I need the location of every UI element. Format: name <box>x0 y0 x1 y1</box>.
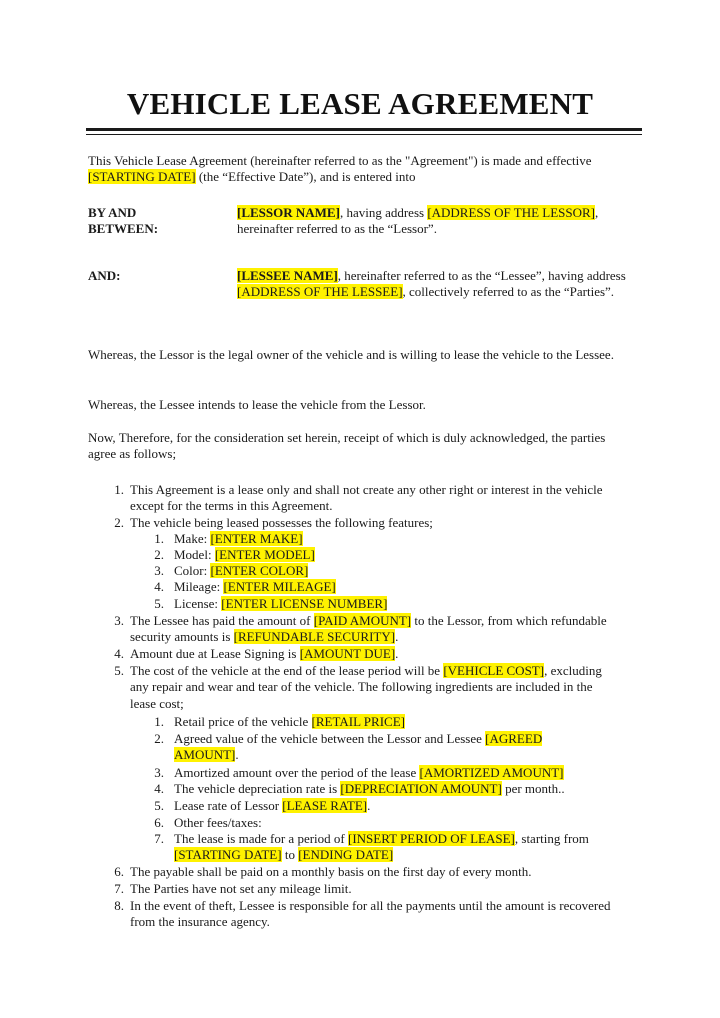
retail-price-placeholder: [RETAIL PRICE] <box>311 714 405 729</box>
clause-text: In the event of theft, Lessee is responsible for all the payments until the amount is recovered from the insurance agency. <box>130 898 611 930</box>
clause-number: 6. <box>114 864 124 879</box>
intro-text-end: (the “Effective Date”), and is entered into <box>195 169 416 185</box>
vehicle-cost-placeholder: [VEHICLE COST] <box>443 663 545 678</box>
agreed-amount-placeholder: [AGREED AMOUNT] <box>174 731 543 763</box>
lease-rate-placeholder: [LEASE RATE] <box>282 798 368 813</box>
whereas-paragraph-2: Whereas, the Lessee intends to lease the vehicle from the Lessor. <box>88 397 426 412</box>
starting-date-placeholder: [STARTING DATE] <box>88 169 196 185</box>
start-date-placeholder: [STARTING DATE] <box>174 847 282 863</box>
lessor-name-placeholder: [LESSOR NAME] <box>237 205 340 220</box>
clause-text: Amount due at Lease Signing is [AMOUNT DUE]. <box>130 646 399 661</box>
intro-paragraph <box>88 153 633 186</box>
clause-number: 8. <box>114 898 124 913</box>
model-placeholder: [ENTER MODEL] <box>214 547 315 562</box>
clause-text: The vehicle being leased possesses the following features; <box>130 515 433 530</box>
clause-number: 3. <box>114 613 124 628</box>
lessor-text: , having address <box>339 205 428 220</box>
paid-amount-placeholder: [PAID AMOUNT] <box>313 613 412 628</box>
refundable-security-placeholder: [REFUNDABLE SECURITY] <box>233 629 396 645</box>
intro-text: This Vehicle Lease Agreement (hereinafter referred to as the "Agreement") is made and effective <box>88 153 592 168</box>
lessee-text-end: , collectively referred to as the “Parties”. <box>402 284 615 300</box>
clause-number: 7. <box>114 881 124 896</box>
clause-text: The payable shall be paid on a monthly basis on the first day of every month. <box>130 864 532 879</box>
make-placeholder: [ENTER MAKE] <box>210 531 303 546</box>
amount-due-placeholder: [AMOUNT DUE] <box>299 646 396 661</box>
license-placeholder: [ENTER LICENSE NUMBER] <box>221 596 388 611</box>
mileage-placeholder: [ENTER MILEAGE] <box>223 579 336 594</box>
clause-text: The cost of the vehicle at the end of the lease period will be [VEHICLE COST], excluding any repair and wear and tear of the vehicle. The following ingredients are included in the lease cost; <box>130 663 602 711</box>
clause-number: 4. <box>114 646 124 661</box>
color-placeholder: [ENTER COLOR] <box>210 563 309 578</box>
lessee-paragraph <box>237 268 632 301</box>
now-therefore-paragraph: Now, Therefore, for the consideration set herein, receipt of which is duly acknowledged, the parties agree as follows; <box>88 430 606 462</box>
lessor-text-end: , hereinafter referred to as the “Lessor”. <box>237 205 599 237</box>
clause-number: 5. <box>114 663 124 678</box>
clause-text: The Lessee has paid the amount of [PAID AMOUNT] to the Lessor, from which refundable security amounts is [REFUNDABLE SECURITY]. <box>130 613 607 645</box>
between-label: BETWEEN: <box>88 221 159 236</box>
document-page: VEHICLE LEASE AGREEMENT This Vehicle Lease Agreement (hereinafter referred to as the "Agreement") is made and effective [STARTING DATE] (the “Effective Date”), and is entered into BY AND BETWEEN: [LESSOR NAME], having address [ADDRESS OF THE LESSOR], hereinafter referred to as the “Lessor”. AND: [LESSEE NAME], hereinafter referred to as the “Lessee”, having address [ADDRESS OF THE LESSEE], collectively referred to as the “Parties”. Whereas, the Lessor is the legal owner of the vehicle and is willing to lease the vehicle to the Lessee. Whereas, the Lessee intends to lease the vehicle from the Lessor. Now, Therefore, for the consideration set herein, receipt of which is duly acknowledged, the parties agree as follows; 1. This Agreement is a lease only and shall not create any other right or interest in the vehicle except for the terms in this Agreement. 2. The vehicle being leased possesses the following features; 1. Make: [ENTER MAKE] 2. Model: [ENTER MODEL] 3. Color: [ENTER COLOR] 4. Mileage: [ENTER MILEAGE] 5. License: [ENTER LICENSE NUMBER] 3. The Lessee has paid the amount of [PAID AMOUNT] to the Lessor, from which refundable security amounts is [REFUNDABLE SECURITY]. 4. Amount due at Lease Signing is [AMOUNT DUE]. 5. The cost of the vehicle at the end of the lease period will be [VEHICLE COST], excluding any repair and wear and tear of the vehicle. The following ingredients are included in the lease cost; 1. Retail price of the vehicle [RETAIL PRICE] 2. Agreed value of the vehicle between the Lessor and Lessee [AGREED AMOUNT]. 3. Amortized amount over the period of the lease [AMORTIZED AMOUNT] 4. The vehicle depreciation rate is [DEPRECIATION AMOUNT] per month.. 5. Lease rate of Lessor [LEASE RATE]. 6. Other fees/taxes: 7. The lease is made for a period of [INSERT PERIOD OF LEASE], starting from [STARTING DATE] to [ENDING DATE] 6. The payable shall be paid on a monthly basis on the first day of every month. 7. The Parties have not set any mileage limit. 8. In the event of theft, Lessee is responsible for all the payments until the amount is recovered from the insurance agency. <box>0 0 720 1018</box>
title-rule-thin <box>86 134 642 135</box>
lessor-address-placeholder: [ADDRESS OF THE LESSOR] <box>427 205 596 220</box>
end-date-placeholder: [ENDING DATE] <box>298 847 394 863</box>
lessor-paragraph <box>237 205 632 238</box>
clause-number: 1. <box>114 482 124 497</box>
amortized-amount-placeholder: [AMORTIZED AMOUNT] <box>419 765 564 780</box>
lease-period-placeholder: [INSERT PERIOD OF LEASE] <box>347 831 515 846</box>
document-title: VEHICLE LEASE AGREEMENT <box>126 86 594 121</box>
clause-text: This Agreement is a lease only and shall not create any other right or interest in the vehicle except for the terms in this Agreement. <box>130 482 603 514</box>
by-and-label: BY AND <box>88 205 137 220</box>
depreciation-amount-placeholder: [DEPRECIATION AMOUNT] <box>340 781 502 796</box>
lessee-text: , hereinafter referred to as the “Lessee”, having address <box>337 268 626 283</box>
clause-text: The Parties have not set any mileage limit. <box>130 881 352 896</box>
whereas-paragraph-1: Whereas, the Lessor is the legal owner of the vehicle and is willing to lease the vehicle to the Lessee. <box>88 347 614 362</box>
title-rule-thick <box>86 128 642 131</box>
lessee-name-placeholder: [LESSEE NAME] <box>237 268 338 283</box>
lessee-address-placeholder: [ADDRESS OF THE LESSEE] <box>237 284 403 300</box>
and-label: AND: <box>88 268 121 283</box>
clause-number: 2. <box>114 515 124 530</box>
